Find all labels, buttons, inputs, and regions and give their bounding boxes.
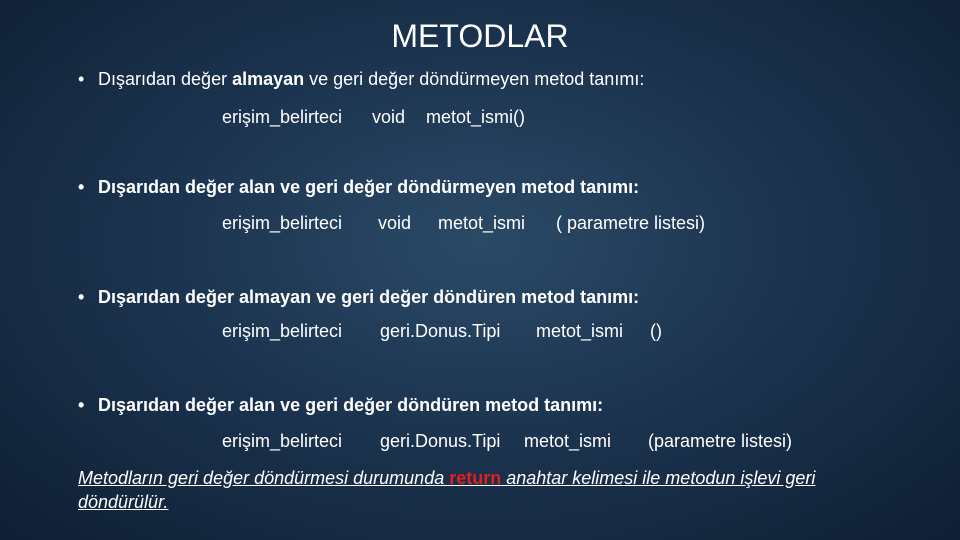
- bullet-item-4: [78, 394, 603, 416]
- code-access-modifier: erişim_belirteci: [222, 213, 343, 233]
- bullet-marker: •: [78, 69, 85, 89]
- bullet-item-3: [78, 286, 639, 308]
- code-method-name: metot_ismi: [536, 321, 624, 341]
- slide-title: METODLAR: [391, 18, 569, 54]
- footer-keyword: return: [449, 468, 502, 488]
- code-access-modifier: erişim_belirteci: [222, 431, 343, 451]
- bullet-text-after: ve geri değer döndürmeyen metod tanımı:: [304, 69, 645, 89]
- bullet-text: Dışarıdan değer alan ve geri değer döndüren metod tanımı:: [98, 395, 604, 415]
- bullet-text-emph: almayan: [232, 69, 305, 89]
- code-access-modifier: erişim_belirteci: [222, 321, 343, 341]
- bullet-text: Dışarıdan değer alan ve geri değer döndürmeyen metod tanımı:: [98, 177, 640, 197]
- code-access-modifier: erişim_belirteci: [222, 107, 343, 127]
- footer-text-before: Metodların geri değer döndürmesi durumunda: [78, 468, 450, 488]
- bullet-marker: •: [78, 287, 85, 307]
- code-parameters: ( parametre listesi): [556, 213, 706, 233]
- footer-text-after: anahtar kelimesi ile metodun işlevi geri döndürülür.: [78, 468, 816, 512]
- code-parameters: (parametre listesi): [648, 431, 793, 451]
- code-method-name: metot_ismi: [438, 213, 526, 233]
- bullet-marker: •: [78, 177, 85, 197]
- bullet-item-1: [78, 68, 644, 90]
- code-return-type: void: [372, 107, 406, 127]
- code-return-type: void: [378, 213, 412, 233]
- code-return-type: geri.Donus.Tipi: [380, 321, 501, 341]
- bullet-text-before: Dışarıdan değer: [98, 69, 233, 89]
- code-parameters: (): [650, 321, 662, 341]
- code-method-name: metot_ismi: [524, 431, 612, 451]
- footer-note: [78, 466, 878, 514]
- code-return-type: geri.Donus.Tipi: [380, 431, 501, 451]
- bullet-marker: •: [78, 395, 85, 415]
- bullet-item-2: [78, 176, 639, 198]
- code-method-name: metot_ismi(): [426, 107, 526, 127]
- bullet-text: Dışarıdan değer almayan ve geri değer döndüren metod tanımı:: [98, 287, 640, 307]
